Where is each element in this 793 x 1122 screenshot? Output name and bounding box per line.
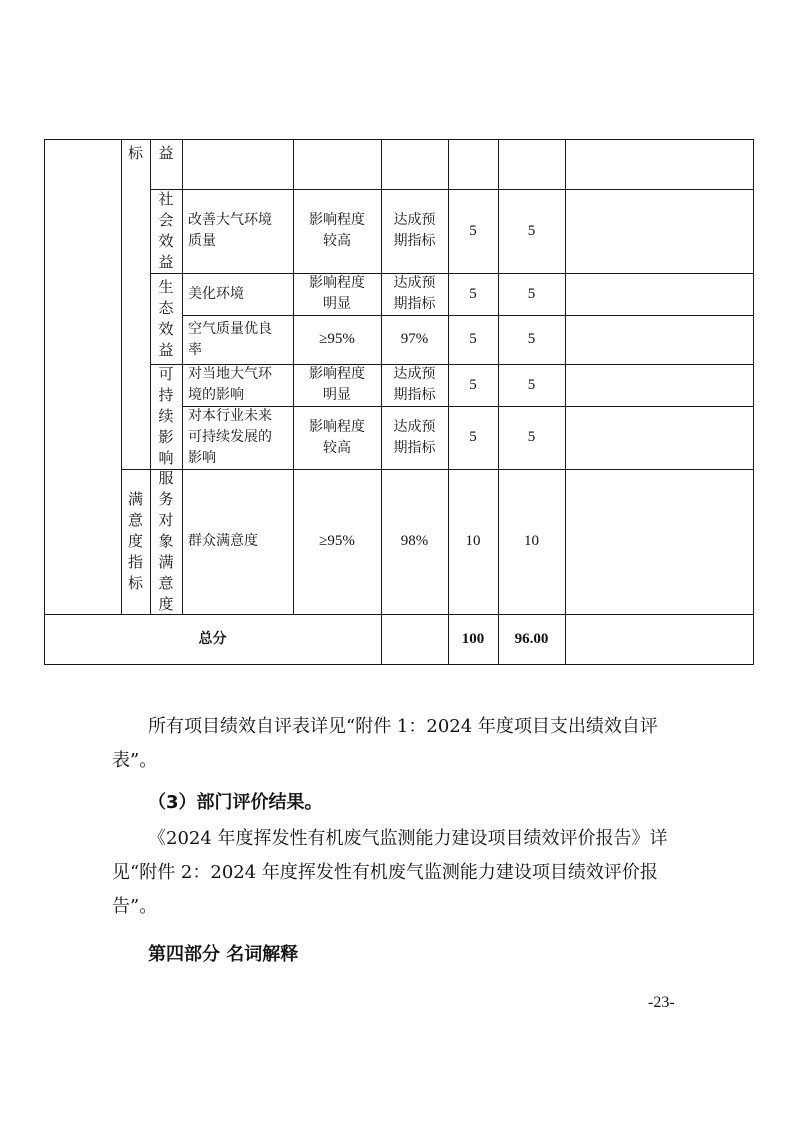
table-cell-actual: 达成预期指标: [393, 212, 436, 249]
table-cell-weight: 10: [465, 533, 481, 549]
table-cell-actual: 达成预期指标: [393, 366, 436, 403]
total-label: 总分: [198, 630, 227, 647]
table-cell-indicator: 改善大气环境质量: [188, 212, 272, 249]
table-cell-target: 影响程度明显: [309, 366, 365, 403]
social-benefit-label: 社 会 效 益: [158, 190, 174, 271]
ecological-benefit-label: 生 态 效 益: [158, 277, 174, 359]
table-cell-actual: 97%: [400, 331, 429, 347]
table-cell-weight: 5: [469, 331, 477, 347]
table-cell-target: ≥95%: [319, 533, 355, 549]
service-object-satisfaction-label: 服 务 对 象 满 意 度: [158, 469, 174, 613]
sustainable-impact-label: 可 持 续 影 响: [158, 365, 174, 467]
table-cell-actual: 98%: [400, 533, 429, 549]
paragraph-appendix-1: 所有项目绩效自评表详见“附件 1：2024 年度项目支出绩效自评表”。: [112, 716, 658, 771]
col2-continuation: 标: [127, 143, 143, 162]
table-cell-target: 影响程度较高: [309, 418, 365, 456]
table-cell-weight: 5: [469, 376, 477, 393]
table-cell-target: 影响程度明显: [309, 275, 365, 312]
table-cell-actual: 达成预期指标: [393, 275, 436, 312]
performance-table: [44, 139, 754, 665]
table-cell-score: 5: [527, 331, 536, 347]
part-four-heading: 第四部分 名词解释: [148, 944, 299, 965]
table-cell-weight: 5: [469, 429, 477, 445]
section-heading-department-evaluation: （3）部门评价结果。: [148, 792, 323, 813]
table-cell-score: 5: [527, 376, 536, 393]
table-cell-score: 5: [527, 222, 536, 239]
table-cell-target: 影响程度较高: [309, 212, 365, 249]
table-cell-weight: 5: [469, 222, 477, 239]
table-cell-indicator: 对本行业未来可持续发展的影响: [188, 408, 272, 466]
paragraph-appendix-2: 《2024 年度挥发性有机废气监测能力建设项目绩效评价报告》详见“附件 2：2024 年度挥发性有机废气监测能力建设项目绩效评价报告”。: [112, 828, 668, 917]
table-cell-indicator: 空气质量优良率: [188, 320, 272, 358]
table-cell-indicator: 美化环境: [188, 285, 244, 302]
satisfaction-indicator-label: 满 意 度 指 标: [127, 490, 143, 592]
table-cell-indicator: 群众满意度: [188, 533, 258, 549]
page-number: -23-: [648, 994, 675, 1011]
table-cell-score: 5: [527, 285, 536, 302]
table-cell-indicator: 对当地大气环境的影响: [188, 366, 272, 403]
table-cell-actual: 达成预期指标: [393, 418, 436, 456]
table-cell-score: 5: [527, 429, 536, 445]
table-cell-score: 10: [524, 533, 539, 549]
total-score: 96.00: [514, 630, 549, 647]
col3-continuation: 益: [158, 143, 174, 162]
table-cell-weight: 5: [469, 285, 477, 302]
table-cell-target: ≥95%: [319, 331, 355, 347]
total-weight: 100: [461, 630, 485, 647]
